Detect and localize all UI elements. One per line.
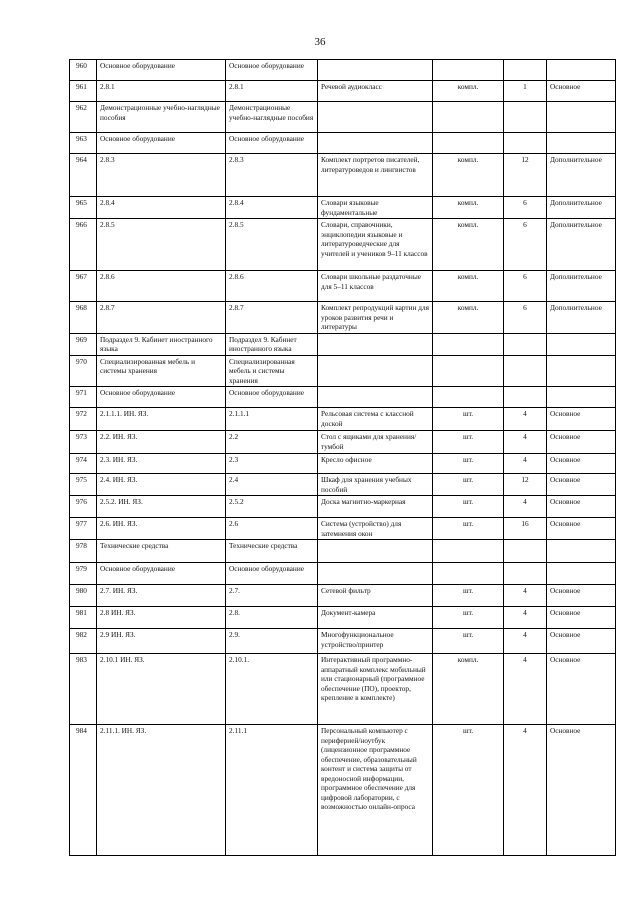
table-row [70, 496, 616, 518]
row-equipment-type: Основное [547, 725, 616, 856]
row-unit: компл. [433, 654, 504, 725]
row-code-duplicate: 2.8.6 [226, 271, 318, 302]
row-unit: шт. [433, 408, 504, 431]
row-code-duplicate: 2.2 [226, 431, 318, 454]
row-unit: шт. [433, 474, 504, 496]
row-equipment-type [547, 563, 616, 585]
row-code: Основное оборудование [97, 387, 226, 408]
row-code: 2.6. ИН. ЯЗ. [97, 518, 226, 540]
row-code: 2.8.5 [97, 219, 226, 271]
row-unit [433, 133, 504, 154]
row-quantity [504, 355, 547, 387]
row-code-duplicate: 2.8.7 [226, 302, 318, 334]
row-unit [433, 540, 504, 563]
row-quantity: 4 [504, 454, 547, 474]
row-number: 963 [70, 133, 97, 154]
table-row [70, 454, 616, 474]
row-equipment-type: Основное [547, 408, 616, 431]
row-code: 2.5.2. ИН. ЯЗ. [97, 496, 226, 518]
row-item-name: Словари школьные раздаточные для 5–11 классов [318, 271, 433, 302]
row-item-name: Комплект портретов писателей, литературоведов и лингвистов [318, 154, 433, 197]
table-row [70, 387, 616, 408]
row-item-name: Персональный компьютер с периферией/ноутбук (лицензионное программное обеспечение, образовательный контент и система защиты от вредоносной информации, программное обеспечение для цифровой лаборатории, с возможностью онлайн-опроса [318, 725, 433, 856]
row-code: 2.8 ИН. ЯЗ. [97, 607, 226, 629]
row-unit: компл. [433, 219, 504, 271]
row-number: 972 [70, 408, 97, 431]
row-item-name [318, 102, 433, 133]
row-quantity: 6 [504, 197, 547, 219]
row-equipment-type: Основное [547, 585, 616, 607]
row-code: 2.2. ИН. ЯЗ. [97, 431, 226, 454]
row-unit [433, 333, 504, 355]
row-item-name [318, 540, 433, 563]
row-number: 965 [70, 197, 97, 219]
row-code-duplicate: Основное оборудование [226, 563, 318, 585]
row-equipment-type: Основное [547, 81, 616, 102]
row-equipment-type: Основное [547, 654, 616, 725]
row-number: 969 [70, 333, 97, 355]
row-item-name: Документ-камера [318, 607, 433, 629]
row-equipment-type: Дополнительное [547, 271, 616, 302]
row-unit: шт. [433, 629, 504, 654]
table-row [70, 629, 616, 654]
row-code: 2.8.4 [97, 197, 226, 219]
row-code-duplicate: 2.8.3 [226, 154, 318, 197]
row-equipment-type: Дополнительное [547, 219, 616, 271]
row-quantity [504, 102, 547, 133]
row-quantity [504, 563, 547, 585]
row-code-duplicate: 2.5.2 [226, 496, 318, 518]
row-equipment-type: Основное [547, 454, 616, 474]
row-code: 2.7. ИН. ЯЗ. [97, 585, 226, 607]
row-equipment-type: Дополнительное [547, 302, 616, 334]
row-equipment-type: Дополнительное [547, 197, 616, 219]
row-number: 962 [70, 102, 97, 133]
row-item-name: Словари языковые фундаментальные [318, 197, 433, 219]
row-unit: шт. [433, 725, 504, 856]
row-item-name: Кресло офисное [318, 454, 433, 474]
row-item-name: Интерактивный программно-аппаратный комплекс мобильный или стационарный (программное обеспечение (ПО), проектор, крепление в комплекте) [318, 654, 433, 725]
row-item-name [318, 563, 433, 585]
row-equipment-type: Основное [547, 431, 616, 454]
table-row [70, 408, 616, 431]
row-code-duplicate: 2.8.5 [226, 219, 318, 271]
row-code-duplicate: Основное оборудование [226, 387, 318, 408]
row-code-duplicate: 2.8.4 [226, 197, 318, 219]
row-code-duplicate: 2.7. [226, 585, 318, 607]
row-code: 2.8.1 [97, 81, 226, 102]
row-unit: шт. [433, 585, 504, 607]
row-unit [433, 563, 504, 585]
row-code: 2.3. ИН. ЯЗ. [97, 454, 226, 474]
row-code: 2.8.3 [97, 154, 226, 197]
row-code: 2.4. ИН. ЯЗ. [97, 474, 226, 496]
table-row [70, 154, 616, 197]
table-row [70, 102, 616, 133]
table-row [70, 81, 616, 102]
row-equipment-type: Дополнительное [547, 154, 616, 197]
row-item-name: Доска магнитно-маркерная [318, 496, 433, 518]
row-unit [433, 102, 504, 133]
row-code: Основное оборудование [97, 563, 226, 585]
row-code-duplicate: 2.11.1 [226, 725, 318, 856]
row-quantity: 6 [504, 302, 547, 334]
row-number: 974 [70, 454, 97, 474]
row-unit [433, 355, 504, 387]
row-quantity: 4 [504, 607, 547, 629]
row-number: 961 [70, 81, 97, 102]
table-row [70, 197, 616, 219]
row-unit: шт. [433, 607, 504, 629]
table-body [70, 60, 616, 856]
row-number: 980 [70, 585, 97, 607]
row-quantity [504, 60, 547, 81]
table-row [70, 355, 616, 387]
row-equipment-type [547, 333, 616, 355]
row-unit: компл. [433, 197, 504, 219]
row-code-duplicate: 2.3 [226, 454, 318, 474]
row-equipment-type: Основное [547, 629, 616, 654]
table-row [70, 431, 616, 454]
row-quantity: 12 [504, 154, 547, 197]
row-unit [433, 60, 504, 81]
row-quantity [504, 387, 547, 408]
row-code-duplicate: 2.8.1 [226, 81, 318, 102]
table-row [70, 271, 616, 302]
row-unit: шт. [433, 518, 504, 540]
row-code-duplicate: Основное оборудование [226, 133, 318, 154]
row-unit: компл. [433, 271, 504, 302]
row-quantity: 6 [504, 271, 547, 302]
table-row [70, 302, 616, 334]
row-code-duplicate: 2.10.1. [226, 654, 318, 725]
row-unit: шт. [433, 454, 504, 474]
row-number: 966 [70, 219, 97, 271]
row-number: 977 [70, 518, 97, 540]
row-item-name: Система (устройство) для затемнения окон [318, 518, 433, 540]
row-number: 971 [70, 387, 97, 408]
table-row [70, 540, 616, 563]
row-quantity: 4 [504, 585, 547, 607]
row-item-name [318, 387, 433, 408]
row-quantity: 4 [504, 654, 547, 725]
row-quantity: 4 [504, 725, 547, 856]
table-row [70, 474, 616, 496]
row-code: Специализированная мебель и системы хранения [97, 355, 226, 387]
row-equipment-type [547, 355, 616, 387]
row-number: 967 [70, 271, 97, 302]
row-code-duplicate: Технические средства [226, 540, 318, 563]
row-code: 2.8.7 [97, 302, 226, 334]
row-equipment-type [547, 133, 616, 154]
row-item-name: Шкаф для хранения учебных пособий [318, 474, 433, 496]
row-equipment-type [547, 60, 616, 81]
table-row [70, 585, 616, 607]
row-unit [433, 387, 504, 408]
row-equipment-type [547, 102, 616, 133]
row-unit: шт. [433, 431, 504, 454]
row-equipment-type: Основное [547, 474, 616, 496]
row-code: 2.8.6 [97, 271, 226, 302]
row-item-name: Речевой аудиокласс [318, 81, 433, 102]
row-item-name: Комплект репродукций картин для уроков развития речи и литературы [318, 302, 433, 334]
table-row [70, 725, 616, 856]
row-number: 970 [70, 355, 97, 387]
table-row [70, 133, 616, 154]
row-equipment-type: Основное [547, 607, 616, 629]
row-code: 2.10.1 ИН. ЯЗ. [97, 654, 226, 725]
row-code-duplicate: Специализированная мебель и системы хранения [226, 355, 318, 387]
row-code: Технические средства [97, 540, 226, 563]
row-quantity [504, 540, 547, 563]
row-code: Демонстрационные учебно-наглядные пособия [97, 102, 226, 133]
row-equipment-type [547, 387, 616, 408]
row-item-name [318, 355, 433, 387]
table-row [70, 607, 616, 629]
row-number: 982 [70, 629, 97, 654]
row-equipment-type: Основное [547, 496, 616, 518]
row-quantity: 4 [504, 408, 547, 431]
row-number: 968 [70, 302, 97, 334]
row-quantity: 6 [504, 219, 547, 271]
row-unit: компл. [433, 302, 504, 334]
row-number: 960 [70, 60, 97, 81]
row-quantity: 4 [504, 431, 547, 454]
row-quantity [504, 133, 547, 154]
row-item-name [318, 333, 433, 355]
equipment-table [69, 59, 616, 856]
row-quantity: 12 [504, 474, 547, 496]
row-code: Основное оборудование [97, 60, 226, 81]
row-code-duplicate: 2.6 [226, 518, 318, 540]
row-quantity: 4 [504, 629, 547, 654]
page-number: 36 [314, 36, 326, 48]
table-row [70, 333, 616, 355]
row-number: 973 [70, 431, 97, 454]
row-number: 979 [70, 563, 97, 585]
row-code: Подраздел 9. Кабинет иностранного языка [97, 333, 226, 355]
table-row [70, 654, 616, 725]
row-quantity: 16 [504, 518, 547, 540]
table-row [70, 518, 616, 540]
table-row [70, 219, 616, 271]
row-quantity: 4 [504, 496, 547, 518]
row-number: 981 [70, 607, 97, 629]
row-number: 984 [70, 725, 97, 856]
row-item-name: Многофункциональное устройство/принтер [318, 629, 433, 654]
row-item-name: Сетевой фильтр [318, 585, 433, 607]
row-number: 976 [70, 496, 97, 518]
row-unit: компл. [433, 154, 504, 197]
row-code-duplicate: Основное оборудование [226, 60, 318, 81]
row-code-duplicate: 2.8. [226, 607, 318, 629]
row-quantity [504, 333, 547, 355]
row-unit: компл. [433, 81, 504, 102]
row-number: 978 [70, 540, 97, 563]
row-code: 2.11.1. ИН. ЯЗ. [97, 725, 226, 856]
table-row [70, 563, 616, 585]
table-row [70, 60, 616, 81]
row-unit: шт. [433, 496, 504, 518]
row-code: 2.9 ИН. ЯЗ. [97, 629, 226, 654]
row-number: 975 [70, 474, 97, 496]
row-code-duplicate: 2.1.1.1 [226, 408, 318, 431]
row-item-name: Стол с ящиками для хранения/тумбой [318, 431, 433, 454]
row-item-name: Словари, справочники, энциклопедии языковые и литературоведческие для учителей и учеников 9–11 классов [318, 219, 433, 271]
row-number: 964 [70, 154, 97, 197]
row-code-duplicate: 2.9. [226, 629, 318, 654]
row-item-name: Рельсовая система с классной доской [318, 408, 433, 431]
row-item-name [318, 133, 433, 154]
row-quantity: 1 [504, 81, 547, 102]
row-equipment-type [547, 540, 616, 563]
row-code-duplicate: 2.4 [226, 474, 318, 496]
row-equipment-type: Основное [547, 518, 616, 540]
row-code-duplicate: Демонстрационные учебно-наглядные пособия [226, 102, 318, 133]
row-number: 983 [70, 654, 97, 725]
row-code: 2.1.1.1. ИН. ЯЗ. [97, 408, 226, 431]
row-code-duplicate: Подраздел 9. Кабинет иностранного языка [226, 333, 318, 355]
row-code: Основное оборудование [97, 133, 226, 154]
row-item-name [318, 60, 433, 81]
